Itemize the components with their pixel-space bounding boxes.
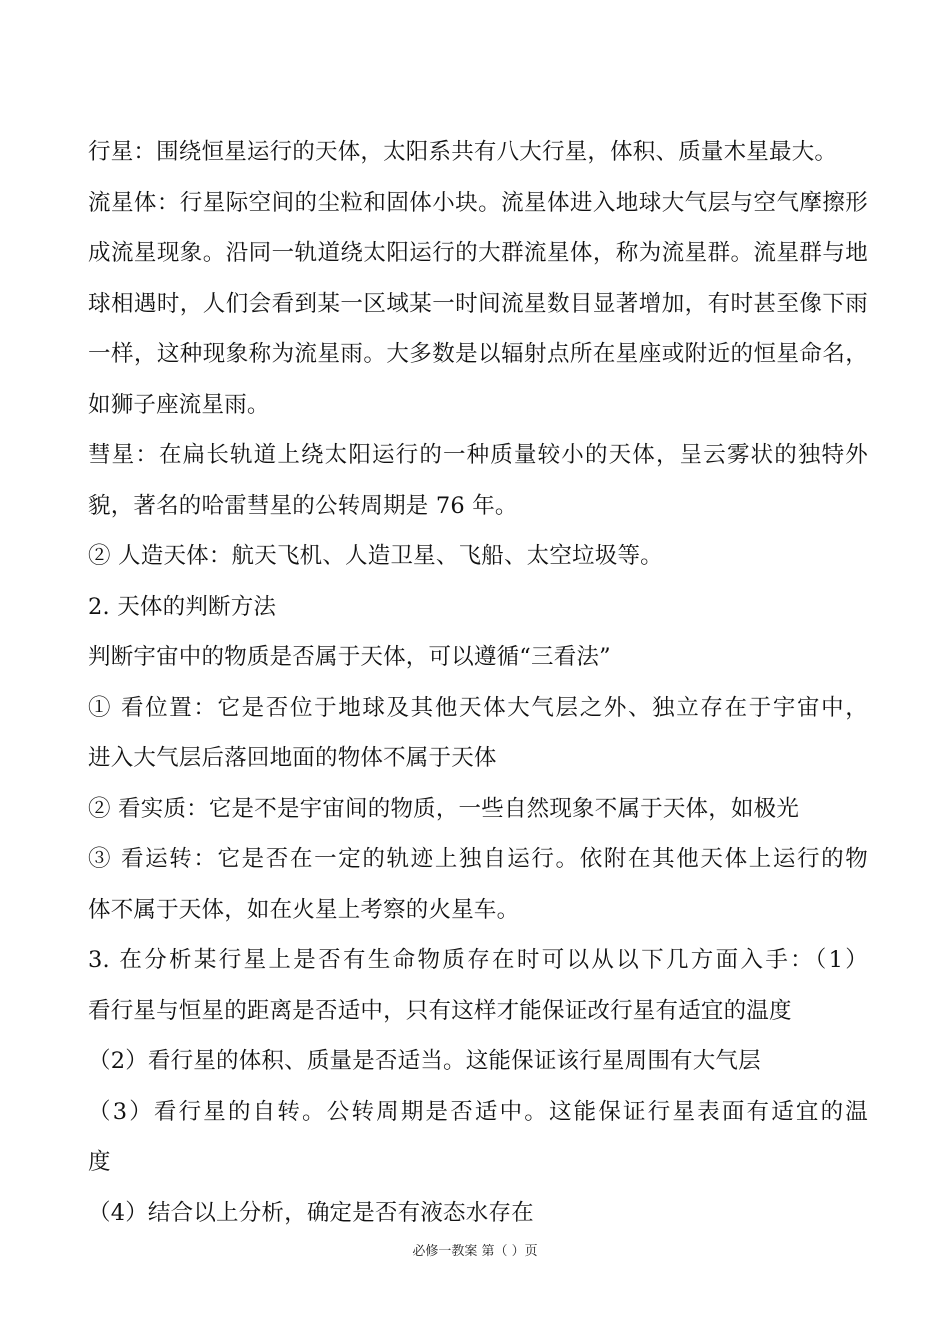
text-line: 行星：围绕恒星运行的天体，太阳系共有八大行星，体积、质量木星最大。 — [88, 139, 838, 165]
text-line: （3）看行星的自转。公转周期是否适中。这能保证行星表面有适宜的温 — [88, 1098, 868, 1125]
text-line: 流星体：行星际空间的尘粒和固体小块。流星体进入地球大气层与空气摩擦形 — [88, 189, 868, 216]
text-line: ③ 看运转：它是否在一定的轨迹上独自运行。依附在其他天体上运行的物 — [88, 846, 868, 872]
text-line: 判断宇宙中的物质是否属于天体，可以遵循“三看法” — [88, 644, 611, 670]
text-line: 球相遇时，人们会看到某一区域某一时间流星数目显著增加，有时甚至像下雨 — [88, 290, 868, 317]
text-line: 如狮子座流星雨。 — [88, 391, 270, 418]
text-line: 彗星：在扁长轨道上绕太阳运行的一种质量较小的天体，呈云雾状的独特外 — [88, 442, 868, 468]
page-footer: 必修一教案 第（ ）页 — [412, 1244, 538, 1259]
document-body — [88, 127, 868, 1238]
text-line: （2）看行星的体积、质量是否适当。这能保证该行星周围有大气层 — [88, 1048, 761, 1074]
text-line: 貌，著名的哈雷彗星的公转周期是 76 年。 — [88, 492, 518, 519]
text-line: ① 看位置：它是否位于地球及其他天体大气层之外、独立存在于宇宙中， — [88, 694, 868, 721]
text-line: 度 — [88, 1149, 111, 1175]
text-line: ② 看实质：它是不是宇宙间的物质，一些自然现象不属于天体，如极光 — [88, 795, 800, 822]
section-heading: 2. 天体的判断方法 — [88, 593, 277, 620]
text-line: 体不属于天体，如在火星上考察的火星车。 — [88, 896, 520, 923]
text-line: 进入大气层后落回地面的物体不属于天体 — [88, 745, 497, 771]
text-line: 看行星与恒星的距离是否适中，只有这样才能保证改行星有适宜的温度 — [88, 997, 792, 1024]
text-line: ② 人造天体：航天飞机、人造卫星、飞船、太空垃圾等。 — [88, 543, 663, 569]
text-line: 成流星现象。沿同一轨道绕太阳运行的大群流星体，称为流星群。流星群与地 — [88, 240, 868, 266]
text-line: 一样，这种现象称为流星雨。大多数是以辐射点所在星座或附近的恒星命名， — [88, 341, 868, 367]
text-line: （4）结合以上分析，确定是否有液态水存在 — [88, 1199, 534, 1226]
section-heading: 3. 在分析某行星上是否有生命物质存在时可以从以下几方面入手：（1） — [88, 947, 868, 973]
